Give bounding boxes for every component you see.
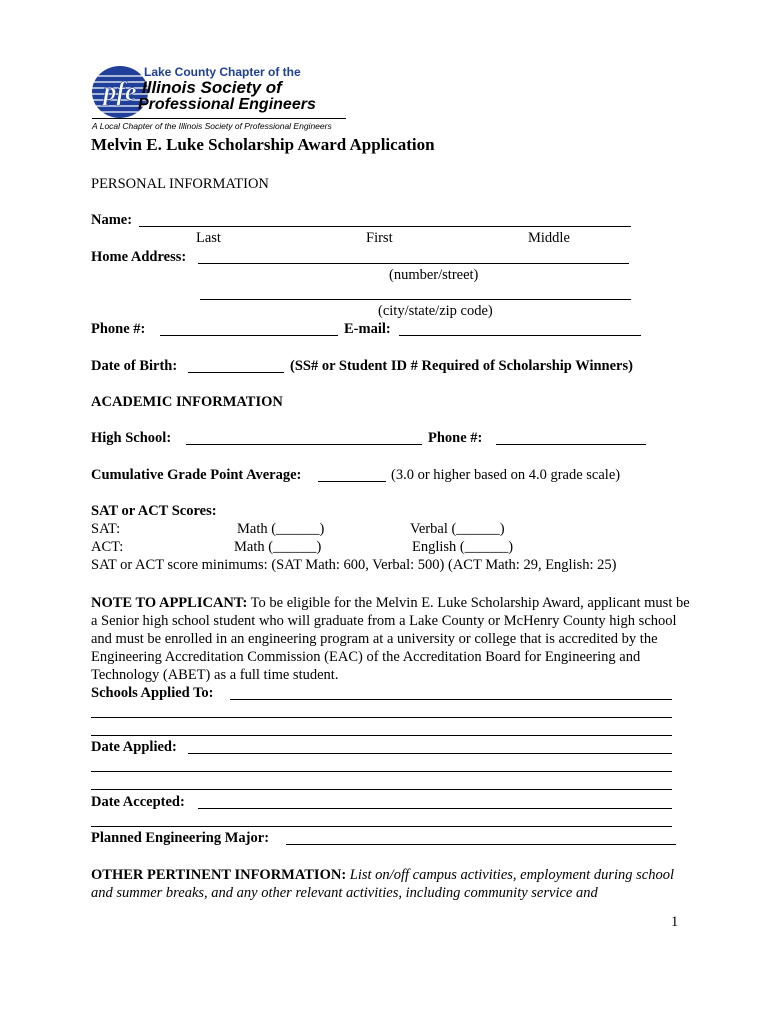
- other-text: List on/off campus activities, employment during school and summer breaks, and any other relevant activities, including community service and: [91, 867, 674, 901]
- logo-line2: Illinois Society of: [142, 78, 282, 97]
- sat-verbal[interactable]: Verbal (______): [410, 521, 505, 537]
- other-information: [91, 866, 691, 902]
- note-label: NOTE TO APPLICANT:: [91, 595, 248, 611]
- note-to-applicant: [91, 594, 691, 684]
- date-applied-field-3[interactable]: [91, 789, 672, 790]
- date-accepted-field-2[interactable]: [91, 826, 672, 827]
- date-accepted-label: Date Accepted:: [91, 794, 185, 810]
- dob-label: Date of Birth:: [91, 358, 178, 374]
- phone-label: Phone #:: [91, 321, 146, 337]
- schools-field-2[interactable]: [91, 717, 672, 718]
- chapter-logo: [90, 62, 352, 134]
- page-number: 1: [671, 914, 679, 930]
- high-school-phone-label: Phone #:: [428, 430, 483, 446]
- page-title: Melvin E. Luke Scholarship Award Application: [91, 135, 435, 154]
- logo-line3: Professional Engineers: [138, 96, 316, 113]
- name-label: Name:: [91, 212, 133, 228]
- logo-tagline: A Local Chapter of the Illinois Society of Professional Engineers: [92, 121, 332, 131]
- dob-note: (SS# or Student ID # Required of Scholarship Winners): [290, 358, 633, 374]
- scores-heading: SAT or ACT Scores:: [91, 503, 217, 519]
- major-field[interactable]: [286, 844, 676, 845]
- act-english[interactable]: English (______): [412, 539, 514, 555]
- address-city-field[interactable]: [200, 299, 631, 300]
- phone-field[interactable]: [160, 335, 338, 336]
- logo-mark: pfe: [103, 77, 137, 106]
- address-street-caption: (number/street): [389, 267, 479, 283]
- major-label: Planned Engineering Major:: [91, 830, 270, 846]
- name-field[interactable]: [139, 226, 631, 227]
- high-school-field[interactable]: [186, 444, 422, 445]
- score-minimums: SAT or ACT score minimums: (SAT Math: 600, Verbal: 500) (ACT Math: 29, English: 25): [91, 557, 617, 573]
- schools-field-3[interactable]: [91, 735, 672, 736]
- name-middle-caption: Middle: [528, 230, 570, 246]
- sat-math[interactable]: Math (______): [237, 521, 325, 537]
- pfe-emblem-icon: [90, 62, 150, 124]
- date-applied-field-2[interactable]: [91, 771, 672, 772]
- gpa-field[interactable]: [318, 481, 386, 482]
- high-school-label: High School:: [91, 430, 172, 446]
- academic-heading: ACADEMIC INFORMATION: [91, 394, 283, 410]
- email-label: E-mail:: [344, 321, 391, 337]
- schools-field-1[interactable]: [230, 699, 672, 700]
- gpa-note: (3.0 or higher based on 4.0 grade scale): [391, 467, 621, 483]
- other-label: OTHER PERTINENT INFORMATION:: [91, 867, 347, 883]
- date-applied-label: Date Applied:: [91, 739, 177, 755]
- schools-label: Schools Applied To:: [91, 685, 214, 701]
- gpa-label: Cumulative Grade Point Average:: [91, 467, 302, 483]
- name-last-caption: Last: [196, 230, 221, 246]
- date-applied-field-1[interactable]: [188, 753, 672, 754]
- address-street-field[interactable]: [198, 263, 629, 264]
- address-city-caption: (city/state/zip code): [378, 303, 493, 319]
- logo-line1: Lake County Chapter of the: [144, 65, 301, 79]
- act-label: ACT:: [91, 539, 124, 555]
- name-first-caption: First: [366, 230, 393, 246]
- sat-label: SAT:: [91, 521, 121, 537]
- logo-rule: [92, 118, 346, 119]
- act-math[interactable]: Math (______): [234, 539, 322, 555]
- date-accepted-field-1[interactable]: [198, 808, 672, 809]
- high-school-phone-field[interactable]: [496, 444, 646, 445]
- personal-heading: PERSONAL INFORMATION: [91, 176, 269, 192]
- address-label: Home Address:: [91, 249, 187, 265]
- note-text: To be eligible for the Melvin E. Luke Scholarship Award, applicant must be a Senior high school student who will graduate from a Lake County or McHenry County high school and must be enrolled in an engineering program at a university or college that is accredited by the Engineering Accreditation Commission (EAC) of the Accreditation Board for Engineering and Technology (ABET) as a full time student.: [91, 595, 690, 683]
- email-field[interactable]: [399, 335, 641, 336]
- dob-field[interactable]: [188, 372, 284, 373]
